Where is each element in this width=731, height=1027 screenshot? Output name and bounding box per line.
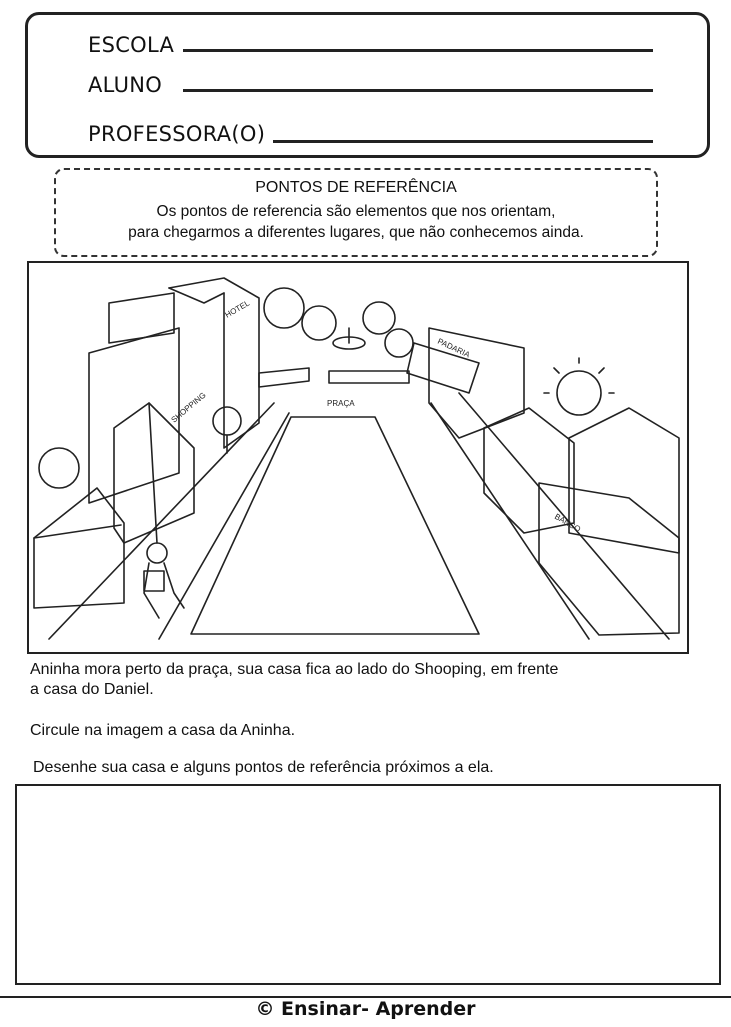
left-road-lines [49, 403, 289, 639]
bank-building [539, 483, 679, 635]
info-box [54, 168, 658, 257]
fence-right [329, 371, 409, 383]
padaria-label: PADARIA [436, 336, 472, 360]
hotel-label: HOTEL [223, 298, 252, 320]
task-line-2: a casa do Daniel. [30, 681, 154, 698]
banco-label: BANCO [553, 511, 583, 534]
task-line-1: Aninha mora perto da praça, sua casa fica ao lado do Shooping, em frente [30, 661, 559, 678]
draw-instruction: Desenhe sua casa e alguns pontos de referência próximos a ela. [33, 759, 494, 776]
praca-label: PRAÇA [327, 399, 355, 408]
circle-instruction: Circule na imagem a casa da Aninha. [30, 722, 296, 739]
city-illustration [27, 261, 689, 654]
school-label: ESCOLA [88, 33, 175, 57]
park-tree [264, 288, 304, 328]
square-plaza [191, 417, 479, 634]
info-line-2: para chegarmos a diferentes lugares, que não conhecemos ainda. [128, 224, 584, 241]
fence-left [259, 368, 309, 387]
right-road-lines [431, 393, 669, 639]
child-figure [147, 543, 167, 563]
teacher-field[interactable] [273, 140, 653, 143]
left-house [34, 488, 124, 608]
shopping-building [114, 403, 194, 543]
teacher-label: PROFESSORA(O) [88, 122, 266, 146]
school-field[interactable] [183, 49, 653, 52]
sun [557, 371, 601, 415]
right-house-large [569, 408, 679, 553]
tree-left [39, 448, 79, 488]
tall-building [89, 328, 179, 503]
info-title: PONTOS DE REFERÊNCIA [255, 179, 457, 196]
drawing-area[interactable] [15, 784, 721, 985]
info-line-1: Os pontos de referencia são elementos que nos orientam, [156, 203, 556, 220]
student-field[interactable] [183, 89, 653, 92]
student-label: ALUNO [88, 73, 163, 97]
footer-credit: © Ensinar- Aprender [255, 998, 476, 1020]
shopping-label: SHOPPING [169, 390, 208, 425]
city-drawing [29, 263, 687, 652]
